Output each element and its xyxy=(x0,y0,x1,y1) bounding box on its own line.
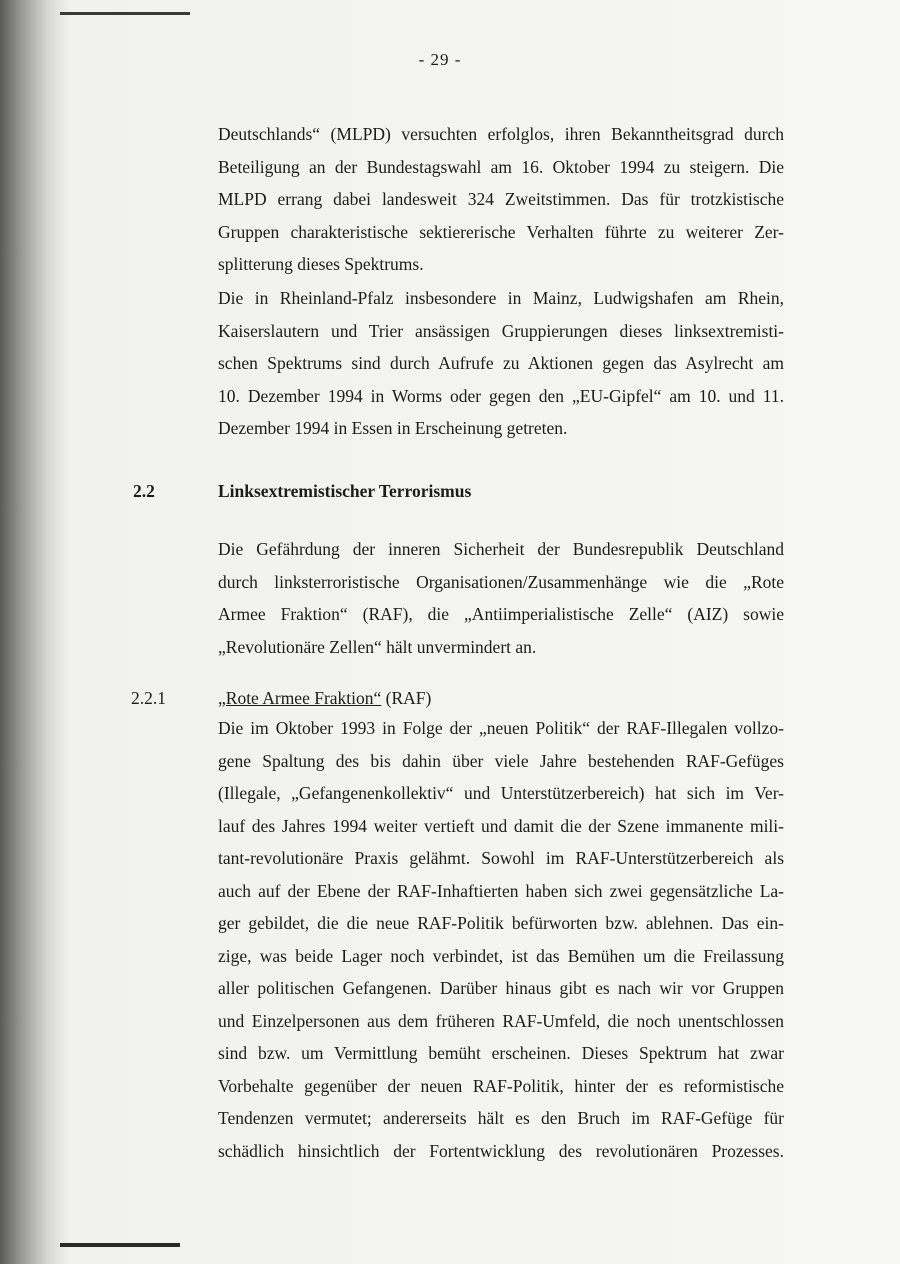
subsection-title-underlined: „Rote Armee Fraktion“ xyxy=(218,688,382,708)
text-line: Dezember 1994 in Essen in Erscheinung getreten. xyxy=(218,418,568,438)
section-number: 2.2 xyxy=(133,481,155,501)
subsection-heading xyxy=(218,688,431,709)
text-line: MLPD errang dabei landesweit 324 Zweitstimmen. Das für trotzkistische xyxy=(218,189,784,209)
text-line: Die in Rheinland-Pfalz insbesondere in Mainz, Ludwigshafen am Rhein, xyxy=(218,288,784,308)
text-line: Tendenzen vermutet; andererseits hält es den Bruch im RAF-Gefüge für xyxy=(218,1108,784,1128)
text-line: Armee Fraktion“ (RAF), die „Antiimperialistische Zelle“ (AIZ) sowie xyxy=(218,604,784,624)
subsection-number: 2.2.1 xyxy=(131,688,166,708)
text-line: und Einzelpersonen aus dem früheren RAF-Umfeld, die noch unentschlossen xyxy=(218,1010,784,1031)
paragraph-mlpd xyxy=(218,118,784,281)
text-line: (Illegale, „Gefangenenkollektiv“ und Unterstützerbereich) hat sich im Ver- xyxy=(218,783,784,803)
paragraph-raf xyxy=(218,712,784,1167)
text-line: Gruppen charakteristische sektiererische Verhalten führte zu weiterer Zer- xyxy=(218,221,784,242)
text-line: schen Spektrums sind durch Aufrufe zu Aktionen gegen das Asylrecht am xyxy=(218,353,784,373)
text-line: 10. Dezember 1994 in Worms oder gegen den „EU-Gipfel“ am 10. und 11. xyxy=(218,385,784,406)
text-line: durch linksterroristische Organisationen/Zusammenhänge wie die „Rote xyxy=(218,571,784,592)
page-number: - 29 - xyxy=(418,50,462,69)
section-heading: Linksextremistischer Terrorismus xyxy=(218,481,472,501)
text-line: ger gebildet, die die neue RAF-Politik befürworten bzw. ablehnen. Das ein- xyxy=(218,913,784,933)
text-line: lauf des Jahres 1994 weiter vertieft und damit die der Szene immanente mili- xyxy=(218,815,784,836)
text-line: zige, was beide Lager noch verbindet, ist das Bemühen um die Freilassung xyxy=(218,945,784,966)
scan-edge-top xyxy=(60,12,190,15)
text-line: Kaiserslautern und Trier ansässigen Gruppierungen dieses linksextremisti- xyxy=(218,320,784,341)
text-line: tant-revolutionäre Praxis gelähmt. Sowohl im RAF-Unterstützerbereich als xyxy=(218,848,784,868)
text-line: Die im Oktober 1993 in Folge der „neuen Politik“ der RAF-Illegalen vollzo- xyxy=(218,718,784,738)
text-line: Vorbehalte gegenüber der neuen RAF-Politik, hinter der es reformistische xyxy=(218,1075,784,1096)
text-line: Deutschlands“ (MLPD) versuchten erfolglos, ihren Bekanntheitsgrad durch xyxy=(218,124,784,144)
paragraph-gefaehrdung xyxy=(218,533,784,663)
text-line: „Revolutionäre Zellen“ hält unvermindert an. xyxy=(218,636,537,657)
text-line: auch auf der Ebene der RAF-Inhaftierten haben sich zwei gegensätzliche La- xyxy=(218,880,784,901)
text-line: Die Gefährdung der inneren Sicherheit der Bundesrepublik Deutschland xyxy=(218,539,784,559)
text-line: sind bzw. um Vermittlung bemüht erscheinen. Dieses Spektrum hat zwar xyxy=(218,1043,784,1063)
paragraph-rheinland-pfalz xyxy=(218,282,784,445)
text-line: aller politischen Gefangenen. Darüber hinaus gibt es nach wir vor Gruppen xyxy=(218,978,784,998)
scan-edge-bottom xyxy=(60,1243,180,1247)
subsection-title-rest: (RAF) xyxy=(381,688,432,708)
text-line: splitterung dieses Spektrums. xyxy=(218,254,424,274)
text-line: gene Spaltung des bis dahin über viele Jahre bestehenden RAF-Gefüges xyxy=(218,750,784,771)
text-line: Beteiligung an der Bundestagswahl am 16. Oktober 1994 zu steigern. Die xyxy=(218,156,784,177)
text-line: schädlich hinsichtlich der Fortentwicklung des revolutionären Prozesses. xyxy=(218,1140,784,1161)
